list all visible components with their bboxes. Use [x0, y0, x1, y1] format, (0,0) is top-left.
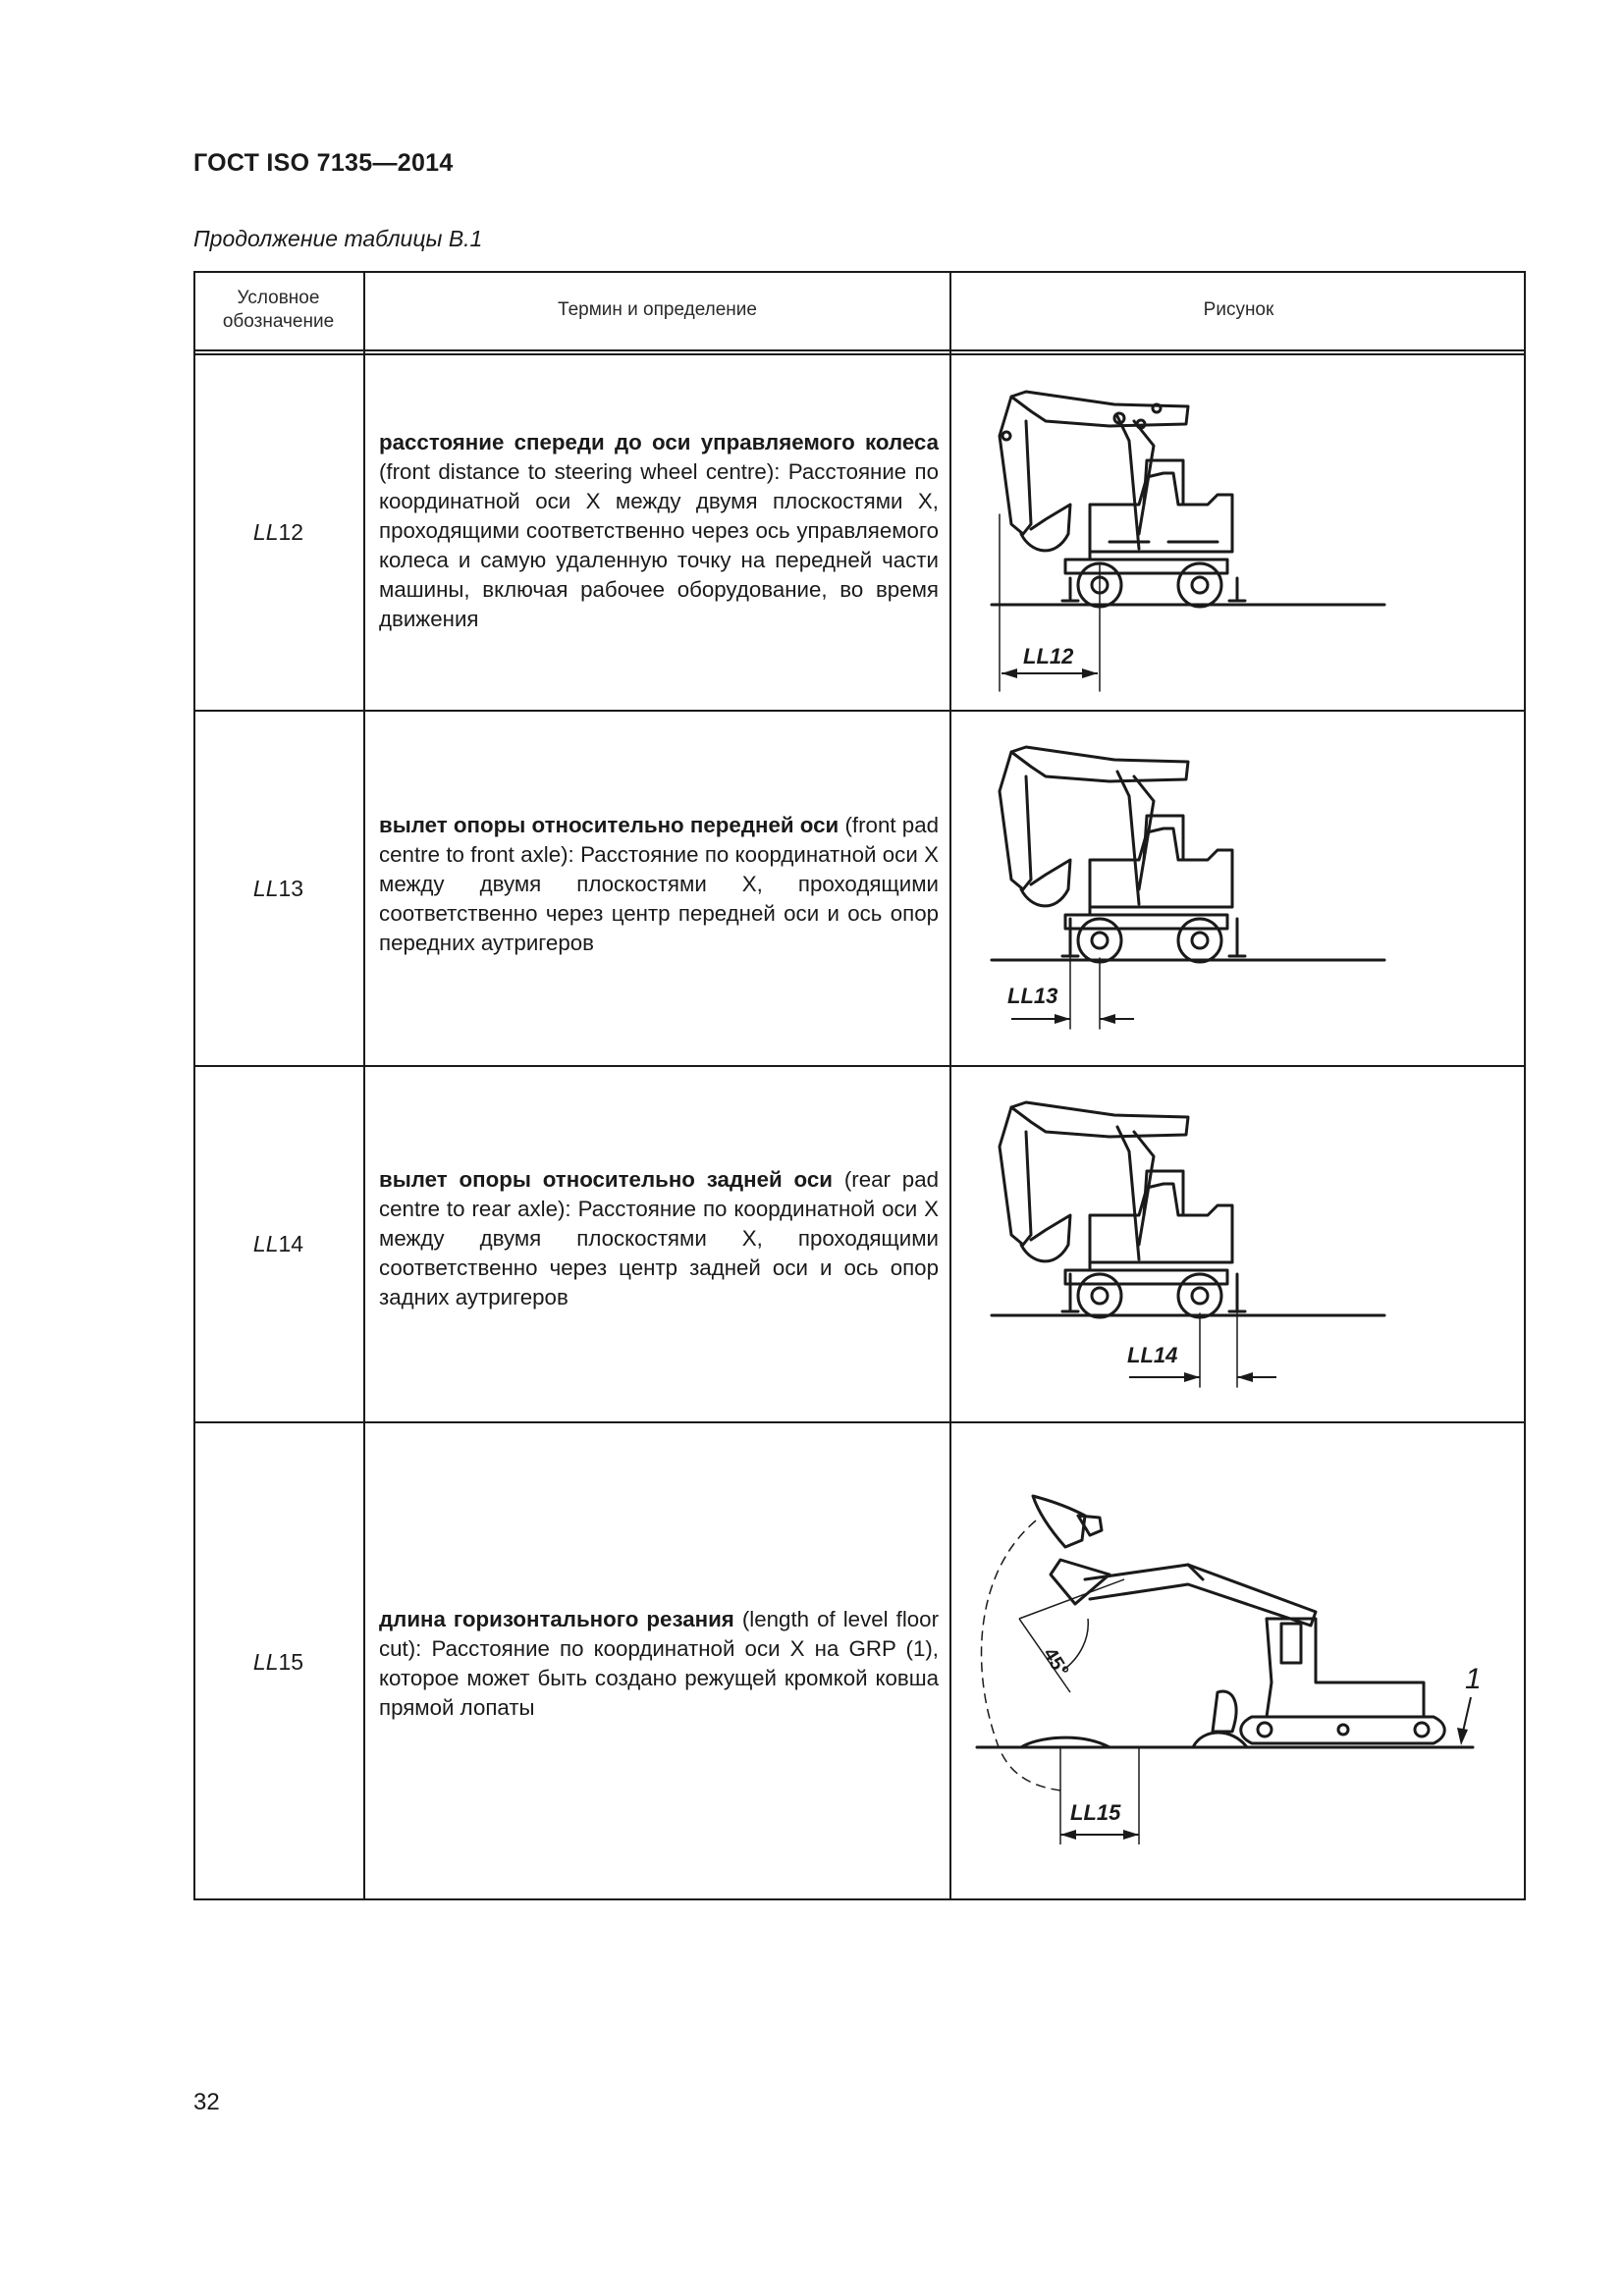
symbol-number: 13: [278, 875, 304, 901]
ground-reference-label: 1: [1465, 1663, 1482, 1695]
symbol-prefix: LL: [252, 1231, 279, 1256]
term-name: длина горизонтального резания: [379, 1607, 734, 1631]
table-caption: Продолжение таблицы В.1: [193, 226, 483, 251]
dimension-label: LL12: [1023, 644, 1074, 668]
excavator-figure-ll13: [952, 722, 1522, 1056]
table-row-symbol: [193, 1067, 363, 1421]
column-divider: [363, 271, 365, 1900]
row-divider: [193, 1065, 1526, 1067]
page-number: 32: [193, 2089, 220, 2115]
table-row-symbol: [193, 712, 363, 1065]
term-definition: (front pad centre to front axle): Расстояние по координатной оси X между двумя плоскостями X, проходящими соответственно через центр передней оси и ось опор передних аутригеров: [379, 813, 939, 955]
column-header-term: Термин и определение: [558, 299, 757, 320]
table-row-definition: [379, 428, 939, 634]
column-header-symbol: Условное обозначение: [222, 288, 335, 332]
term-name: вылет опоры относительно передней оси: [379, 813, 839, 837]
table-row-symbol: [193, 355, 363, 710]
dimension-label: LL13: [1007, 984, 1058, 1008]
document-header: ГОСТ ISO 7135—2014: [193, 149, 454, 177]
column-header-figure: Рисунок: [1203, 299, 1274, 320]
excavator-figure-ll14: [952, 1078, 1522, 1412]
table-row-definition: [379, 1165, 939, 1312]
term-name: вылет опоры относительно задней оси: [379, 1167, 833, 1192]
symbol-prefix: LL: [252, 875, 279, 901]
symbol-number: 15: [278, 1648, 304, 1675]
table-row-symbol: [193, 1423, 363, 1900]
symbol-prefix: LL: [252, 1648, 279, 1675]
column-divider: [949, 271, 951, 1900]
excavator-figure-ll15: [952, 1437, 1522, 1889]
term-definition: (length of level floor cut): Расстояние по координатной оси X на GRP (1), которое может быть создано режущей кромкой ковша прямой лопаты: [379, 1607, 940, 1720]
angle-label: 45°: [1038, 1643, 1073, 1682]
term-definition: (front distance to steering wheel centre): Расстояние по координатной оси X между двумя плоскостями X, проходящими соответственно через ось управляемого колеса и самую удаленную точку на передней части машины, включая рабочее оборудование, во время движения: [379, 459, 939, 631]
row-divider: [193, 710, 1526, 712]
symbol-prefix: LL: [252, 519, 279, 545]
term-definition: (rear pad centre to rear axle): Расстояние по координатной оси X между двумя плоскостями X, проходящими соответственно через центр задней оси и ось опор задних аутригеров: [379, 1167, 939, 1309]
symbol-number: 14: [278, 1231, 304, 1256]
excavator-figure-ll12: [952, 367, 1522, 701]
dimension-label: LL14: [1127, 1343, 1178, 1367]
header-divider: [193, 353, 1526, 355]
definitions-table: [193, 271, 1526, 1900]
term-name: расстояние спереди до оси управляемого колеса: [379, 430, 939, 454]
row-divider: [193, 1421, 1526, 1423]
table-row-definition: [379, 811, 939, 958]
header-divider: [193, 349, 1526, 351]
symbol-number: 12: [278, 519, 304, 545]
table-row-definition: [379, 1605, 939, 1723]
dimension-label: LL15: [1070, 1800, 1121, 1825]
